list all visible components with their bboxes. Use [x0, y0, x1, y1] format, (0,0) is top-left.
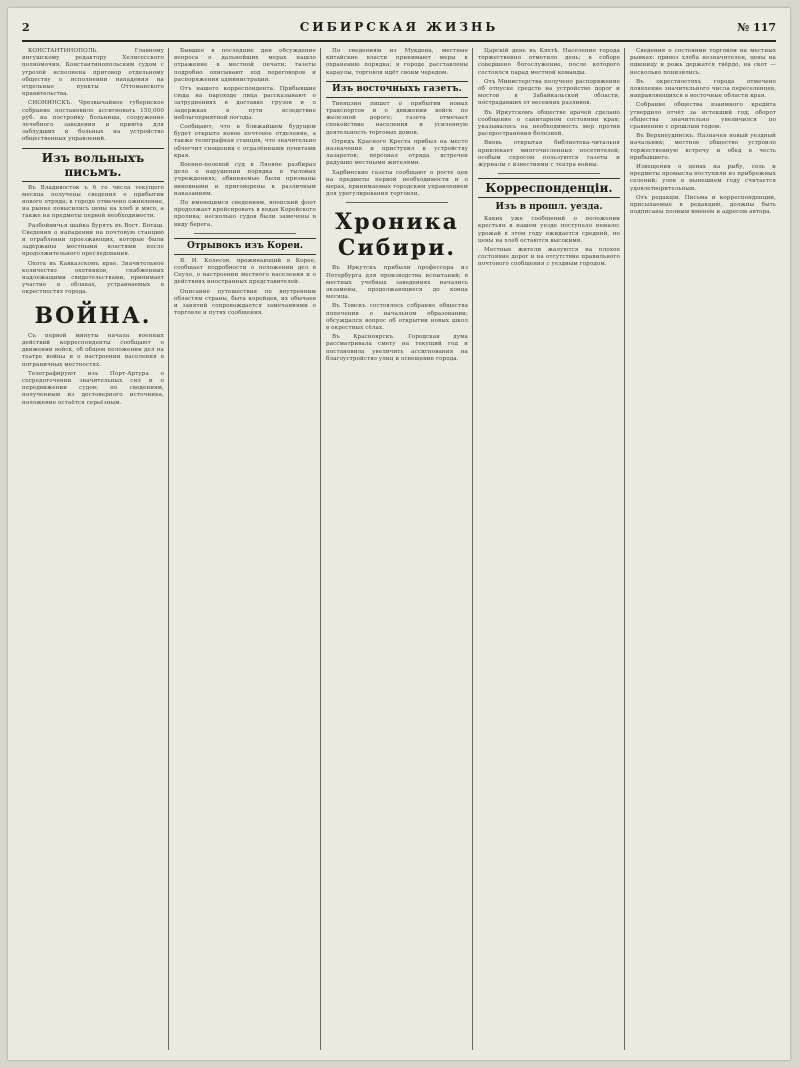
article-paragraph: Въ окрестностяхъ города отмечено появление значительного числа переселенцев, направляющихся в восточные области края. [630, 78, 776, 100]
newspaper-page [8, 8, 790, 1060]
issue-number: № 117 [737, 21, 776, 34]
article-paragraph: Собрание общества взаимного кредита утвердило отчёт за истекший год; оборот общества значительно увеличился по сравнению с прошлым годом. [630, 102, 776, 131]
article-paragraph: Описание путешествия по внутренним областям страны, быта корейцев, их обычаев и занятий сопровождается замечаниями о торговле и путях сообщения. [174, 288, 316, 317]
article-paragraph: Отъ редакціи. Письма и корреспонденции, присылаемые в редакцию, должны быть подписаны полным именем и адресом автора. [630, 194, 776, 216]
article-paragraph: Царскій день въ Кяхтѣ. Население города торжественно отметило день; в соборе совершено богослужение, после которого состоялся парад местной команды. [478, 48, 620, 76]
article-paragraph: Разбойничья шайка бурятъ въ Вост. Боташ. Сведения о нападении на почтовую станцию и ограблении проезжающих, которые были задержаны местными властями после продолжительного преследования. [22, 222, 164, 258]
article-paragraph: По сведениям из Мукдена, местные китайские власти принимают меры к охранению порядка; в городе расставлены караулы, торговля идёт своим чередом. [326, 48, 468, 76]
section-heading: Хроника Сибири. [335, 209, 459, 262]
section-heading: Изъ восточныхъ газетъ. [326, 81, 468, 98]
column-1 [22, 48, 164, 1050]
column-3 [326, 48, 468, 1050]
masthead [22, 18, 776, 42]
article-paragraph: Тиенцзин пишет о прибытии новых транспортов и о движении войск по железной дороге; газета отмечает спокойствие населения и усиленную деятельность торговых домов. [326, 100, 468, 136]
article-paragraph: КОНСТАНТИНОПОЛЬ. Главному ингушскому редактору Хелисесского полномочия, Константинопольским судом с угрозой исполнена приговор отдельному обществу о исполнении нападения на отдельные пункты Оттоманского правительства. [22, 48, 164, 98]
article-paragraph: Отъ Министерства получено распоряжение об отпуске средств на устройство дорог и мостов в Забайкальской области, пострадавших от весенних разливов. [478, 78, 620, 107]
section-divider [346, 202, 448, 203]
article-paragraph: По имеющимся сведениям, японский флот продолжает крейсировать в водах Корейского пролива; несколько судов были замечены в виду берега. [174, 200, 316, 228]
section-divider [498, 173, 600, 174]
article-paragraph: Отъ нашего корреспондента. Прибывшие сюда на пароходе лица рассказывают о затруднениях в доставке грузов и о задержках в пути вследствие неблагоприятной погоды. [174, 86, 316, 121]
column-2 [174, 48, 316, 1050]
article-paragraph: Въ Томскъ состоялось собрание общества попечения о начальном образовании; обсуждался вопрос об открытии новых школ в окрестных сёлах. [326, 303, 468, 332]
article-paragraph: Харбинские газеты сообщают о росте цен на предметы первой необходимости и о мерах, принимаемых городским управлением для урегулирования торговли. [326, 169, 468, 198]
article-paragraph: Въ Владивосток ъ 6 го числа текущего месяца получены сведения о прибытии нового отряда; в городе отмечено оживление, на рынке повысились цены на хлеб и мясо, а также на предметы первой необходимости. [22, 184, 164, 220]
column-rule [472, 48, 473, 1050]
page-number: 2 [22, 21, 30, 34]
newspaper-title: СИБИРСКАЯ ЖИЗНЬ [299, 20, 499, 34]
article-paragraph: Отрядъ Красного Креста прибыл на место назначения и приступил к устройству лазаретов; персонал отряда встречен радушно местными жителями. [326, 138, 468, 167]
article-paragraph: Сообщают, что в ближайшем будущем будет открыто новое почтовое отделение, а также телеграфная станция, что значительно облегчит сношения с отдалёнными пунктами края. [174, 124, 316, 159]
article-paragraph: Извещения о ценах на рыбу, соль и предметы промысла поступили из прибрежных селений; улов в нынешнем году считается удовлетворительным. [630, 164, 776, 192]
column-rule [624, 48, 625, 1050]
section-heading: ВОЙНА. [34, 302, 152, 329]
article-paragraph: Бывшее в последние дни обсуждение вопроса о дальнейших мерах нашло отражение в местной печати; газеты подробно описывают ход переговоров и распоряжения администрации. [174, 48, 316, 83]
article-paragraph: Телеграфируют изъ Порт-Артура о сосредоточении значительных сил и о передвижении судов; по сведениям, полученным из достоверного источника, положение остаётся серьёзным. [22, 370, 164, 406]
article-paragraph: Местные жители жалуются на плохое состояние дорог и на отсутствие правильного почтового сообщения с уездным городом. [478, 247, 620, 268]
article-paragraph: Въ Иркутскъ прибыли профессора из Петербурга для производства испытаний; в местных учебных заведениях начались экзамены, продолжающиеся до конца месяца. [326, 265, 468, 301]
article-paragraph: Каких уже сообщений о положении крестьян в нашем уезде поступало немало; урожай в этом году ожидается средний, но цены на хлеб остаются высокими. [478, 216, 620, 244]
section-heading: Корреспонденціи. [478, 178, 620, 198]
article-paragraph: В. И. Колесов, проживающий в Корее, сообщает подробности о положении дел в Сеуле, о настроении местного населения и о действиях иностранных представителей. [174, 257, 316, 286]
article-paragraph: Въ Красноярскъ. Городская дума рассматривала смету на текущий год и постановила увеличить ассигнования на благоустройство улиц и освещение города. [326, 334, 468, 362]
section-divider [194, 233, 296, 234]
column-rule [320, 48, 321, 1050]
article-paragraph: Въ Верхнеудинскъ. Назначен новый уездный начальник; местное общество устроило торжественную встречу и обед в честь прибывшего. [630, 133, 776, 161]
column-rule [168, 48, 169, 1050]
section-heading: Изъ в прошл. уезда. [495, 202, 603, 213]
article-paragraph: Вновь открытая библиотека-читальня привлекает многочисленных посетителей; особым спросом пользуются газеты и журналы с известиями с театра войны. [478, 140, 620, 169]
section-heading: Отрывокъ изъ Кореи. [174, 238, 316, 255]
article-paragraph: Сведения о состоянии торговли на местных рынках: привоз хлеба незначителен, цены на пшеницу и рожь держатся твёрдо, на скот — несколько понизились. [630, 48, 776, 76]
section-heading: Изъ вольныхъ письмъ. [22, 148, 164, 182]
column-4 [478, 48, 620, 1050]
article-paragraph: Охота въ Кавказскомъ крае. Значительное количество охотников, снабженных надлежащими свидетельствами, принимает участие в облавах, устраиваемых в окрестностях города. [22, 260, 164, 296]
article-paragraph: СИОНИНСКЪ. Чрезвычайное губернское собрание постановило ассигновать 150,000 руб. на постройку больницы, сооружение лечебного заведения и приюта для заблудших и больных на устройство общественных управлений. [22, 100, 164, 143]
column-5 [630, 48, 776, 1050]
article-paragraph: Съ первой минуты начала военных действий корреспонденты сообщают о движении войск, об общем положении дел на театре войны и о настроении населения в пограничных местностях. [22, 332, 164, 368]
article-paragraph: Въ Иркутскомъ обществе врачей сделано сообщение о санитарном состоянии края; указывалось на необходимость мер против распространения болезней. [478, 109, 620, 138]
article-paragraph: Военно-полевой суд в Ляояне разбирал дело о нарушении порядка в тыловых учреждениях; обвиняемые были признаны виновными и приговорены к различным наказаниям. [174, 162, 316, 197]
